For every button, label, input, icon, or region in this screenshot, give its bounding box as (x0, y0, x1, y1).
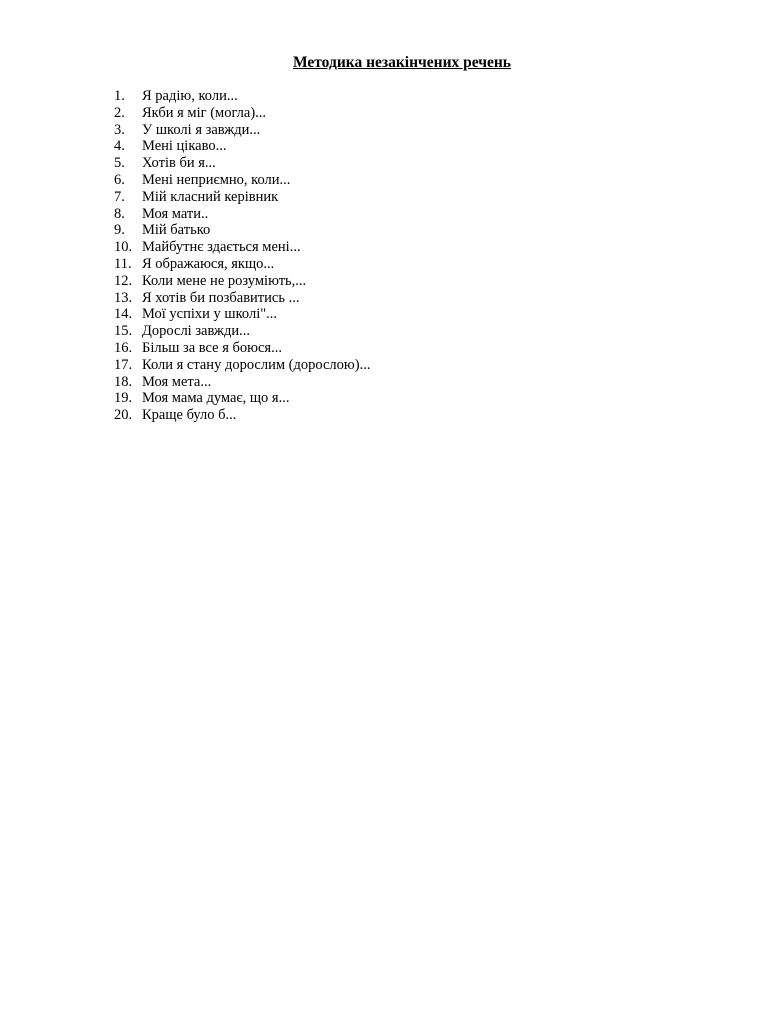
item-text: Мені цікаво... (142, 138, 227, 155)
item-text: Якби я міг (могла)... (142, 104, 267, 121)
document-title: Методика незакінчених речень (292, 54, 512, 71)
item-number: 17. (114, 356, 133, 373)
item-number: 15. (114, 323, 133, 340)
list-item (114, 138, 370, 155)
item-number: 9. (114, 222, 125, 239)
item-number: 1. (114, 88, 125, 104)
list-item (114, 256, 370, 273)
item-number: 2. (114, 104, 125, 121)
item-number: 13. (114, 289, 133, 306)
item-text: Краще було б... (142, 407, 237, 424)
list-item (114, 222, 370, 239)
item-text: Дорослі завжди... (142, 323, 250, 340)
item-text: У школі я завжди... (142, 121, 261, 138)
list-item (114, 323, 370, 340)
list-item (114, 206, 370, 223)
item-text: Мої успіхи у школі"... (142, 306, 278, 323)
item-text: Я радію, коли... (142, 88, 238, 104)
item-text: Моя мама думає, що я... (142, 390, 290, 407)
sentence-list (114, 88, 370, 424)
list-item (114, 189, 370, 206)
list-item (114, 239, 370, 256)
list-item (114, 340, 370, 357)
item-number: 7. (114, 188, 125, 205)
item-number: 12. (114, 272, 133, 289)
item-number: 14. (114, 306, 133, 323)
item-number: 5. (114, 155, 125, 172)
item-number: 10. (114, 239, 133, 256)
item-number: 20. (114, 407, 133, 424)
item-text: Мені неприємно, коли... (142, 171, 291, 188)
list-item (114, 122, 370, 139)
list-item (114, 172, 370, 189)
item-text: Мій батько (142, 222, 211, 239)
list-item (114, 374, 370, 391)
list-item (114, 407, 370, 424)
item-text: Коли мене не розуміють,... (142, 272, 307, 289)
list-item (114, 155, 370, 172)
item-text: Я ображаюся, якщо... (142, 255, 275, 272)
list-item (114, 105, 370, 122)
item-number: 8. (114, 205, 125, 222)
item-text: Моя мати.. (142, 205, 209, 222)
item-number: 16. (114, 339, 133, 356)
item-text: Майбутнє здається мені... (142, 239, 301, 256)
item-text: Коли я стану дорослим (дорослою)... (142, 356, 371, 373)
item-number: 19. (114, 390, 133, 407)
list-item (114, 273, 370, 290)
list-item (114, 390, 370, 407)
item-text: Мій класний керівник (142, 188, 279, 205)
item-number: 3. (114, 121, 125, 138)
item-text: Хотів би я... (142, 155, 216, 172)
item-number: 4. (114, 138, 125, 155)
list-item (114, 357, 370, 374)
item-text: Моя мета... (142, 373, 212, 390)
list-item (114, 290, 370, 307)
item-text: Більш за все я боюся... (142, 339, 282, 356)
item-text: Я хотів би позбавитись ... (142, 289, 300, 306)
item-number: 11. (114, 255, 132, 272)
list-item (114, 306, 370, 323)
list-item (114, 88, 370, 105)
item-number: 18. (114, 373, 133, 390)
item-number: 6. (114, 171, 125, 188)
